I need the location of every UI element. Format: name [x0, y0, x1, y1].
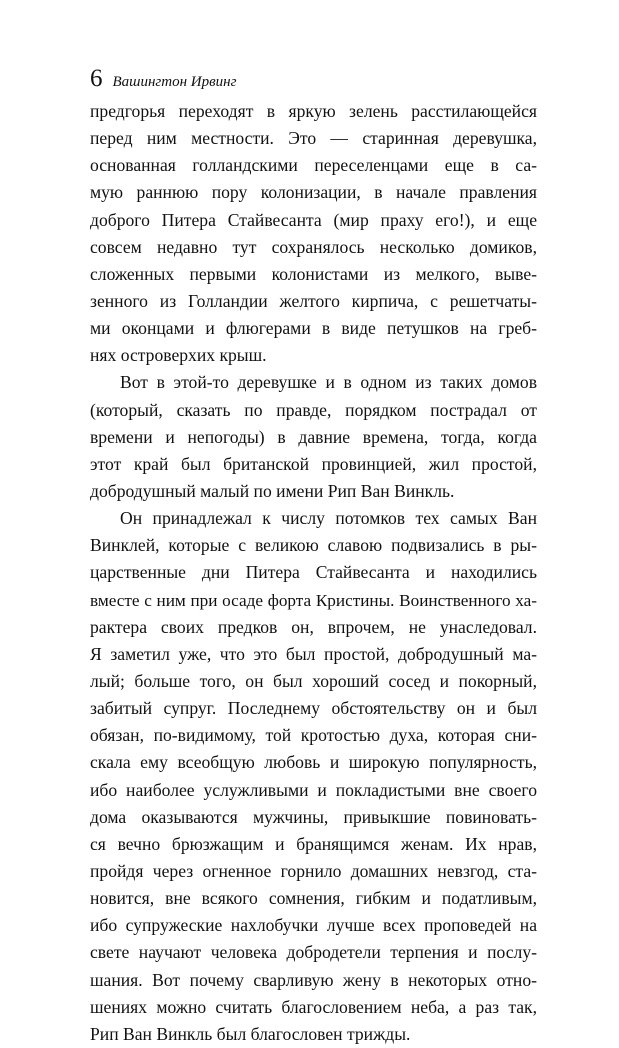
paragraph — [90, 369, 537, 505]
text-line: ся вечно брюзжащим и бранящимся женам. Их нрав, — [90, 833, 537, 854]
text-line: Я заметил уже, что это был простой, добродушный ма- — [90, 643, 537, 664]
text-line: добродушный малый по имени Рип Ван Винкль. — [90, 480, 455, 501]
text-line: Он принадлежал к числу потомков тех самых Ван — [120, 508, 537, 529]
text-line: предгорья переходят в яркую зелень расстилающейся — [90, 101, 537, 121]
text-line: зенного из Голландии желтого кирпича, с решетчаты- — [90, 290, 537, 311]
text-line: Рип Ван Винкль был благословен трижды. — [90, 1023, 411, 1044]
page-header — [90, 66, 236, 91]
text-line: доброго Питера Стайвесанта (мир праху его!), и еще — [90, 209, 537, 230]
text-line: (который, сказать по правде, порядком пострадал от — [90, 399, 537, 420]
text-line: свете научают человека добродетели терпения и послу- — [90, 942, 537, 963]
text-line: лый; больше того, он был хороший сосед и покорный, — [90, 670, 537, 691]
text-line: ибо супружеские нахлобучки лучше всех проповедей на — [90, 915, 537, 936]
text-line: Винклей, которые с великою славою подвизались в ры- — [90, 535, 537, 556]
text-line: этот край был британской провинцией, жил простой, — [90, 453, 537, 474]
text-line: пройдя через огненное горнило домашних невзгод, ста- — [90, 860, 537, 881]
running-title: Вашингтон Ирвинг — [112, 74, 237, 90]
text-line: перед ним местности. Это — старинная деревушка, — [90, 128, 537, 149]
paragraph — [90, 98, 537, 369]
text-line: нях островерхих крыш. — [90, 345, 267, 366]
text-line: совсем недавно тут сохранялось несколько домиков, — [90, 236, 537, 257]
text-line: новится, вне всякого сомнения, гибким и податливым, — [90, 888, 537, 909]
text-line: мую раннюю пору колонизации, в начале правления — [90, 182, 537, 203]
text-line: вместе с ним при осаде форта Кристины. Воинственного ха- — [90, 590, 537, 610]
text-line: царственные дни Питера Стайвесанта и находились — [90, 562, 537, 583]
text-line: времени и непогоды) в давние времена, тогда, когда — [90, 426, 537, 447]
text-line: ибо наиболее услужливыми и покладистыми вне своего — [90, 779, 537, 800]
text-line: Вот в этой-то деревушке и в одном из таких домов — [120, 372, 537, 393]
text-line: шания. Вот почему сварливую жену в некоторых отно- — [90, 969, 537, 990]
page-number: 6 — [90, 65, 103, 92]
text-line: дома оказываются мужчины, привыкшие повиновать- — [90, 806, 537, 827]
text-line: рактера своих предков он, впрочем, не унаследовал. — [90, 616, 537, 637]
text-line: забитый супруг. Последнему обстоятельству он и был — [90, 698, 537, 719]
text-line: ми оконцами и флюгерами в виде петушков на греб- — [90, 318, 537, 339]
text-line: скала ему всеобщую любовь и широкую популярность, — [90, 752, 537, 773]
text-line: основанная голландскими переселенцами еще в са- — [90, 155, 537, 176]
text-line: сложенных первыми колонистами из мелкого, выве- — [90, 263, 537, 284]
paragraph — [90, 505, 537, 1048]
text-line: обязан, по-видимому, той кротостью духа, которая сни- — [90, 725, 537, 746]
text-line: шениях можно считать благословением неба, а раз так, — [90, 996, 537, 1017]
body-text — [90, 98, 537, 1048]
